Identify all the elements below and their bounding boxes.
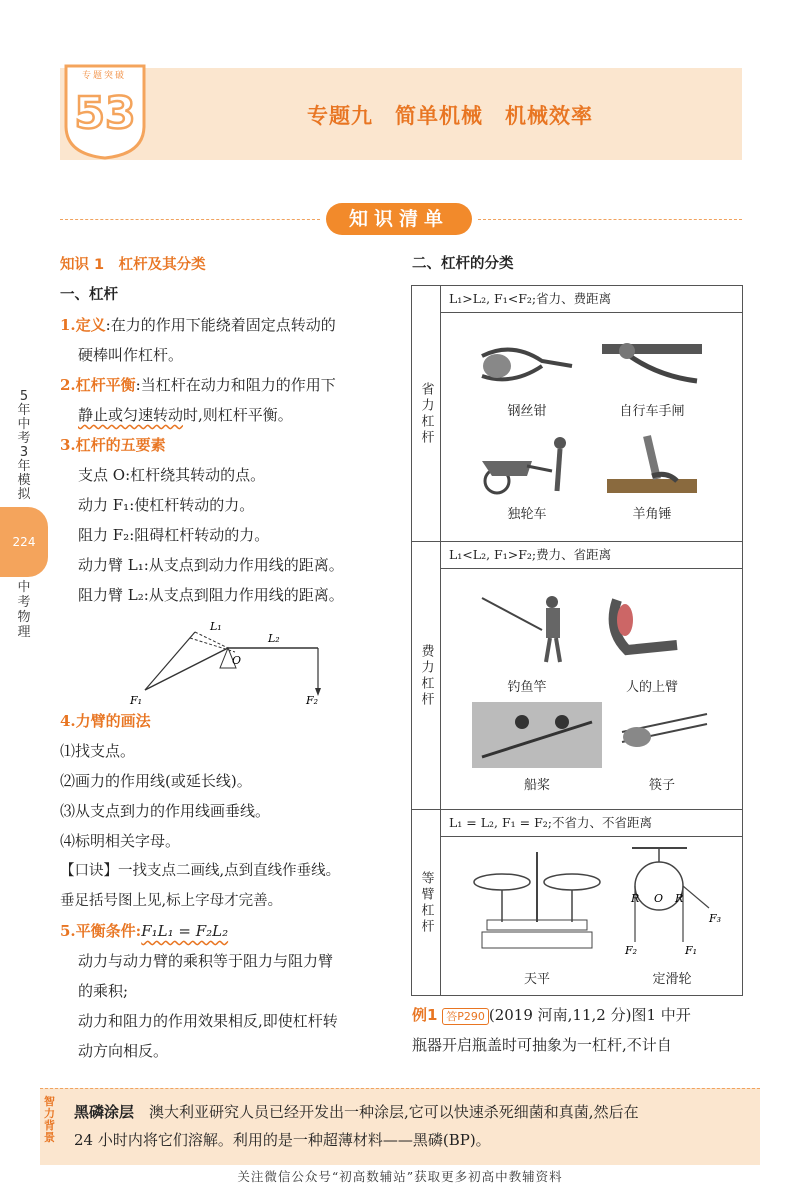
answer-reference[interactable]: 答P290 xyxy=(442,1008,489,1025)
section-equal-arm xyxy=(412,809,742,996)
five-elements-label: 3.杠杆的五要素 xyxy=(60,436,166,454)
condition-text-1: 动力与动力臂的乘积等于阻力与阻力臂 xyxy=(78,952,334,970)
caption-chopsticks: 筷子 xyxy=(648,778,675,793)
classification-heading: 二、杠杆的分类 xyxy=(412,256,514,272)
mnemonic-line-2: 垂足括号图上见,标上字母才完善。 xyxy=(60,893,283,909)
arm-drawing-label: 4.力臂的画法 xyxy=(60,712,151,730)
step-2: ⑵画力的作用线(或延长线)。 xyxy=(60,772,252,790)
bottom-note: 关注微信公众号“初高数辅站”获取更多初高中教辅资料 xyxy=(237,1169,563,1184)
item-upper-arm xyxy=(597,590,707,695)
claw-hammer-image xyxy=(597,431,707,497)
element-effort-arm: 动力臂 L₁:从支点到动力作用线的距离。 xyxy=(78,556,344,574)
balance-text: :当杠杆在动力和阻力的作用下 xyxy=(135,376,336,394)
example-1 xyxy=(412,1000,742,1060)
condition-text-2: 的乘积; xyxy=(78,982,129,1000)
caption-bike-brake: 自行车手闸 xyxy=(619,404,685,419)
caption-oar: 船桨 xyxy=(523,778,550,793)
header-tag: 专题突破 xyxy=(81,71,126,81)
balance-formula: F₁L₁ = F₂L₂ xyxy=(141,922,229,940)
balance-condition-label: 5.平衡条件 xyxy=(60,922,136,940)
item-fishing-rod xyxy=(472,590,582,695)
wheelbarrow-image xyxy=(472,431,582,497)
item-claw-hammer xyxy=(597,431,707,522)
element-effort: 动力 F₁:使杠杆转动的力。 xyxy=(78,496,255,514)
divider-right xyxy=(478,219,742,220)
balance-label: 2.杠杆平衡 xyxy=(60,376,136,394)
label-F1: F₁ xyxy=(685,944,698,957)
footer-tag: 智力背景 xyxy=(44,1095,55,1144)
knowledge-list-badge: 知识清单 xyxy=(326,203,472,235)
condition-text-3: 动力和阻力的作用效果相反,即使杠杆转 xyxy=(78,1012,338,1030)
lever-diagram xyxy=(60,610,390,706)
label-L2: L₂ xyxy=(268,632,280,645)
section-force-costing xyxy=(412,541,742,810)
step-1: ⑴找支点。 xyxy=(60,742,136,760)
upper-arm-image xyxy=(597,590,707,670)
item-chopsticks xyxy=(612,702,712,793)
pliers-image xyxy=(472,336,582,394)
footer-text xyxy=(74,1098,754,1154)
fishing-rod-image xyxy=(472,590,582,670)
page-title: 专题九 简单机械 机械效率 xyxy=(307,104,593,128)
section-lever: 一、杠杆 xyxy=(60,287,118,303)
item-fixed-pulley xyxy=(617,842,727,987)
knowledge-1-title: 知识 1 杠杆及其分类 xyxy=(60,257,206,273)
element-fulcrum: 支点 O:杠杆绕其转动的点。 xyxy=(78,466,266,484)
label-R-right: R xyxy=(675,892,684,905)
side-series-label: 5年中考3年模拟 xyxy=(17,389,31,502)
example-text-2: 瓶器开启瓶盖时可抽象为一杠杆,不计自 xyxy=(412,1036,672,1054)
footer-text-1: 澳大利亚研究人员已经开发出一种涂层,它可以快速杀死细菌和真菌,然后在 xyxy=(149,1103,639,1121)
bike-brake-image xyxy=(597,336,707,394)
oar-image xyxy=(472,702,602,768)
example-label: 例1 xyxy=(412,1006,438,1024)
label-F2: F₂ xyxy=(625,944,638,957)
caption-wheelbarrow: 独轮车 xyxy=(507,507,547,522)
section-condition: L₁ = L₂, F₁ = F₂;不省力、不省距离 xyxy=(441,810,742,837)
svg-text:53: 53 xyxy=(74,88,136,139)
page-number: 224 xyxy=(0,507,48,577)
step-4: ⑷标明相关字母。 xyxy=(60,832,181,850)
section-force-saving xyxy=(412,286,742,541)
caption-balance: 天平 xyxy=(523,972,550,987)
footer-text-2: 24 小时内将它们溶解。利用的是一种超薄材料——黑磷(BP)。 xyxy=(74,1131,491,1149)
chopsticks-image xyxy=(612,702,712,768)
item-bike-brake xyxy=(597,336,707,419)
fixed-pulley-image xyxy=(617,842,727,962)
left-column: 知识 1 杠杆及其分类 一、杠杆 1.定义:在力的作用下能绕着固定点转动的 硬棒叫作杠杆。 2.杠杆平衡:当杠杆在动力和阻力的作用下 静止或匀速转动时,则杠杆平衡。 3.杠杆的五要素 支点 O:杠杆绕其转动的点。 动力 F₁:使杠杆转动的力。 阻力 F₂:阻碍杠杆转动的力。 动力臂 L₁:从支点到动力作用线的距离。 阻力臂 L₂:从支点到阻力作用线的距离。 L₁ L₂ O F₁ F₂ 4.力臂的画法 ⑴找支点。 ⑵画力的作用线(或延长线)。 ⑶从支点到力的作用线画垂线。 ⑷标明相关字母。 【口诀】一找支点二画线,点到直线作垂线。 垂足括号图上见,标上字母才完善。 5.平衡条件:F₁L₁ = F₂L₂ 动力与动力臂的乘积等于阻力与阻力臂 的乘积; 动力和阻力的作用效果相反,即使杠杆转 动方向相反。 xyxy=(60,250,390,1066)
item-oar xyxy=(472,702,602,793)
balance-text-2: 时,则杠杆平衡。 xyxy=(183,406,293,424)
section-label: 费力杠杆 xyxy=(412,542,441,810)
item-pliers xyxy=(472,336,582,419)
caption-fixed-pulley: 定滑轮 xyxy=(652,972,692,987)
side-subject-label: 中考物理 xyxy=(17,580,31,640)
item-wheelbarrow xyxy=(472,431,582,522)
label-F1: F₁ xyxy=(130,694,143,706)
label-F2: F₂ xyxy=(306,694,319,706)
definition-label: 1.定义 xyxy=(60,316,106,334)
definition-text-2: 硬棒叫作杠杆。 xyxy=(78,346,184,364)
element-resistance: 阻力 F₂:阻碍杠杆转动的力。 xyxy=(78,526,270,544)
caption-fishing-rod: 钓鱼竿 xyxy=(507,680,547,695)
section-condition: L₁>L₂, F₁<F₂;省力、费距离 xyxy=(441,286,742,313)
label-F3: F₃ xyxy=(709,912,722,925)
item-balance xyxy=(467,842,607,987)
section-label: 省力杠杆 xyxy=(412,286,441,541)
section-label: 等臂杠杆 xyxy=(412,810,441,996)
condition-text-4: 动方向相反。 xyxy=(78,1042,169,1060)
mnemonic-line-1: 【口诀】一找支点二画线,点到直线作垂线。 xyxy=(60,863,341,879)
caption-upper-arm: 人的上臂 xyxy=(625,680,678,695)
label-L1: L₁ xyxy=(210,620,222,633)
step-3: ⑶从支点到力的作用线画垂线。 xyxy=(60,802,271,820)
balance-keyword: 静止或匀速转动 xyxy=(78,406,184,424)
balance-image xyxy=(467,842,607,962)
definition-text: :在力的作用下能绕着固定点转动的 xyxy=(105,316,336,334)
caption-pliers: 钢丝钳 xyxy=(507,404,547,419)
lever-diagram-svg xyxy=(60,610,390,706)
element-resistance-arm: 阻力臂 L₂:从支点到阻力作用线的距离。 xyxy=(78,586,344,604)
lever-classification-table xyxy=(411,285,743,996)
label-R-left: R xyxy=(631,892,640,905)
caption-claw-hammer: 羊角锤 xyxy=(632,507,672,522)
label-O: O xyxy=(654,892,664,905)
divider-left xyxy=(60,219,320,220)
label-O: O xyxy=(232,654,242,667)
example-text-1: (2019 河南,11,2 分)图1 中开 xyxy=(488,1006,691,1024)
section-condition: L₁<L₂, F₁>F₂;费力、省距离 xyxy=(441,542,742,569)
footer-title: 黑磷涂层 xyxy=(74,1103,135,1121)
